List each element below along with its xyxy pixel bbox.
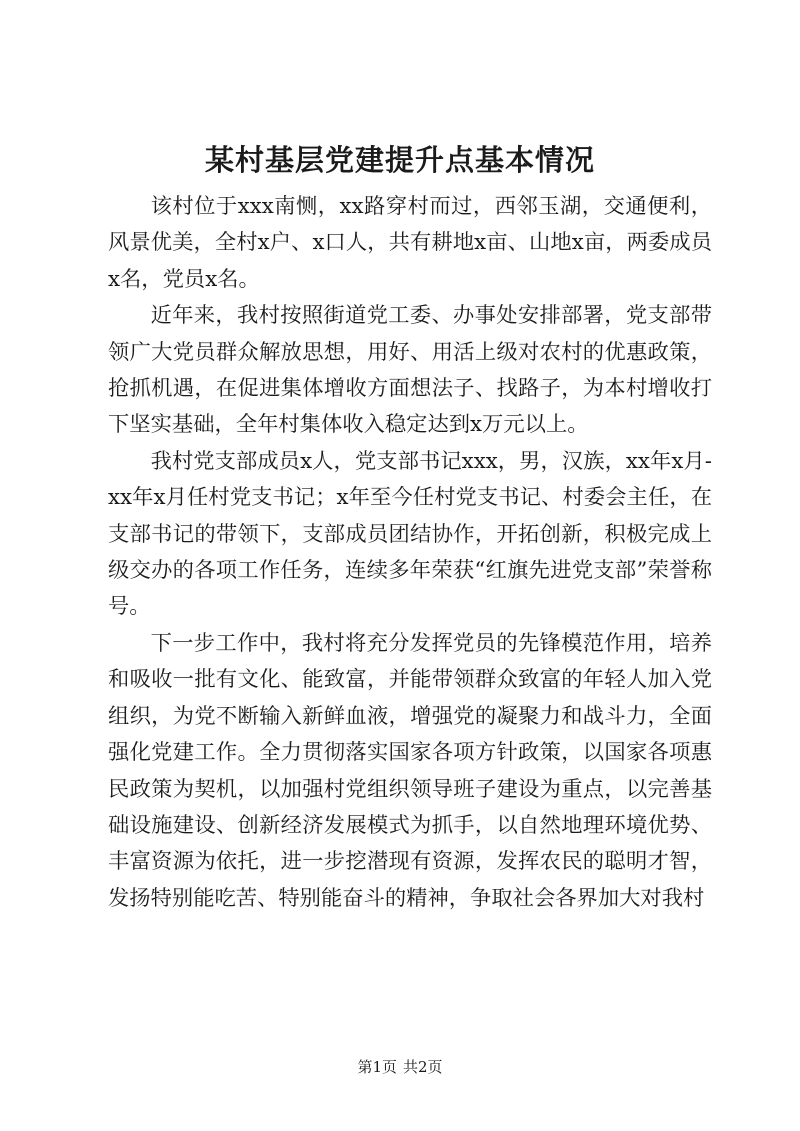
paragraph-recent-years: 近年来，我村按照街道党工委、办事处安排部署，党支部带领广大党员群众解放思想，用好、用活上级对农村的优惠政策，抢抓机遇，在促进集体增收方面想法子、找路子，为本村增收打下坚实基础，全年村集体收入稳定达到x万元以上。 — [108, 303, 712, 438]
paragraph-next-steps: 下一步工作中，我村将充分发挥党员的先锋模范作用，培养和吸收一批有文化、能致富，并能带领群众致富的年轻人加入党组织，为党不断输入新鲜血液，增强党的凝聚力和战斗力，全面强化党建工作。全力贯彻落实国家各项方针政策，以国家各项惠民政策为契机，以加强村党组织领导班子建设为重点，以完善基础设施建设、创新经济发展模式为抓手，以自然地理环境优势、丰富资源为依托，进一步挖潜现有资源，发挥农民的聪明才智，发扬特别能吃苦、特别能奋斗的精神，争取社会各界加大对我村 — [108, 630, 712, 911]
paragraph-party-branch: 我村党支部成员x人，党支部书记xxx，男，汉族，xx年x月-xx年x月任村党支书记；x年至今任村党支书记、村委会主任，在支部书记的带领下，支部成员团结协作，开拓创新，积极完成上级交办的各项工作任务，连续多年荣获“红旗先进党支部”荣誉称号。 — [108, 448, 712, 620]
page-total: 共2页 — [403, 1058, 443, 1076]
document-title: 某村基层党建提升点基本情况 — [204, 143, 595, 177]
document-body — [108, 189, 712, 917]
page-number: 第1页 — [357, 1058, 397, 1076]
paragraph-location: 该村位于xxx南恻，xx路穿村而过，西邻玉湖，交通便利，风景优美，全村x户、x口人，共有耕地x亩、山地x亩，两委成员x名，党员x名。 — [108, 194, 712, 292]
page-footer — [0, 1057, 800, 1077]
